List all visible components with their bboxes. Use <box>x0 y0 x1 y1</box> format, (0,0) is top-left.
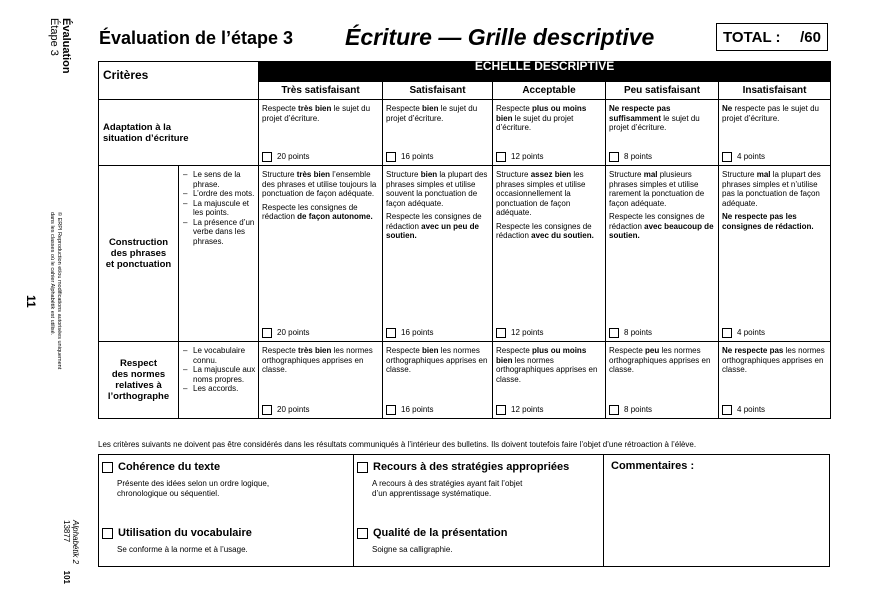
comments-field[interactable] <box>606 478 826 564</box>
strategies-criterion: Recours à des stratégies appropriées A recours à des stratégies ayant fait l’objet d’un apprentissage systématique. <box>357 461 569 499</box>
rubric-cell: Structure très bien l’ensemble des phrases et utilise toujours la ponctuation de façon adéquate. Respecte les consignes de rédaction de façon autonome. 20 points <box>259 166 383 342</box>
checkbox[interactable] <box>722 152 732 162</box>
col-peu-satisfaisant: Peu satisfaisant <box>606 82 719 100</box>
divider <box>353 454 354 567</box>
copyright-notice: © ERPI Reproduction et/ou modifications autorisées uniquement dans les classes où le cahier Alphabétik est utilisé. <box>49 212 62 370</box>
presentation-checkbox[interactable] <box>357 528 368 539</box>
coherence-checkbox[interactable] <box>102 462 113 473</box>
checkbox[interactable] <box>386 152 396 162</box>
rubric-cell: Ne respecte pas suffisamment le sujet du projet d’écriture. 8 points <box>606 100 719 166</box>
total-box <box>716 23 828 51</box>
col-satisfaisant: Satisfaisant <box>383 82 493 100</box>
rubric-cell: Respecte plus ou moins bien les normes orthographiques apprises en classe. 12 points <box>493 342 606 419</box>
side-title: Évaluation Étape 3 <box>48 18 72 74</box>
rubric-cell: Structure bien la plupart des phrases simples et utilise souvent la ponctuation de façon adéquate. Respecte les consignes de rédaction avec un peu de soutien. 16 points <box>383 166 493 342</box>
criteria-header: Critères <box>99 62 259 100</box>
rubric-cell: Respecte très bien le sujet du projet d’écriture. 20 points <box>259 100 383 166</box>
rubric-cell: Respecte peu les normes orthographiques apprises en classe. 8 points <box>606 342 719 419</box>
checkbox[interactable] <box>262 328 272 338</box>
table-row <box>99 100 831 166</box>
checkbox[interactable] <box>386 328 396 338</box>
coherence-criterion: Cohérence du texte Présente des idées selon un ordre logique, chronologique ou séquentiel. <box>102 461 269 499</box>
rubric-cell: Respecte bien les normes orthographiques apprises en classe. 16 points <box>383 342 493 419</box>
rubric-cell: Ne respecte pas le sujet du projet d’écriture. 4 points <box>719 100 831 166</box>
total-label: TOTAL : <box>723 29 781 46</box>
rubric-cell: Structure mal plusieurs phrases simples et utilise rarement la ponctuation de façon adéquate. Respecte les consignes de rédaction avec beaucoup de soutien. 8 points <box>606 166 719 342</box>
rubric-cell: Respecte très bien les normes orthographiques apprises en classe. 20 points <box>259 342 383 419</box>
criterion-orthographe: Respect des normes relatives à l’orthographe <box>99 342 179 419</box>
criteria-note: Les critères suivants ne doivent pas être considérés dans les résultats communiqués à l’intérieur des bulletins. Ils doivent toutefois faire l’objet d’une rétroaction à l’élève. <box>98 440 697 449</box>
vocabulary-checkbox[interactable] <box>102 528 113 539</box>
etape-title: Évaluation de l’étape 3 <box>99 28 294 48</box>
col-tres-satisfaisant: Très satisfaisant <box>259 82 383 100</box>
checkbox[interactable] <box>386 405 396 415</box>
page-number: 11 <box>24 295 38 308</box>
table-row <box>99 166 831 342</box>
checkbox[interactable] <box>722 328 732 338</box>
criterion-construction: Construction des phrases et ponctuation <box>99 166 179 342</box>
sub-criteria-list: – Le vocabulaire connu. – La majuscule aux noms propres. – Les accords. <box>179 342 259 419</box>
col-insatisfaisant: Insatisfaisant <box>719 82 831 100</box>
checkbox[interactable] <box>609 328 619 338</box>
checkbox[interactable] <box>262 152 272 162</box>
checkbox[interactable] <box>496 152 506 162</box>
checkbox[interactable] <box>496 328 506 338</box>
page-title: Écriture — Grille descriptive <box>345 24 655 50</box>
checkbox[interactable] <box>496 405 506 415</box>
table-row <box>99 342 831 419</box>
rubric-cell: Respecte plus ou moins bien le sujet du projet d’écriture. 12 points <box>493 100 606 166</box>
checkbox[interactable] <box>722 405 732 415</box>
rubric-table <box>98 61 831 419</box>
rubric-cell: Structure assez bien les phrases simples et utilise occasionnellement la ponctuation de façon adéquate. Respecte les consignes de rédaction avec du soutien. 12 points <box>493 166 606 342</box>
comments-label: Commentaires : <box>611 460 695 472</box>
criterion-adaptation: Adaptation à la situation d’écriture <box>99 100 259 166</box>
divider <box>603 454 604 567</box>
total-value: /60 <box>800 29 821 46</box>
vocabulary-criterion: Utilisation du vocabulaire Se conforme à la norme et à l’usage. <box>102 527 252 555</box>
rubric-cell: Ne respecte pas les normes orthographiques apprises en classe. 4 points <box>719 342 831 419</box>
checkbox[interactable] <box>609 405 619 415</box>
book-reference: Alphabétik 2 13877 101 <box>62 520 80 584</box>
checkbox[interactable] <box>609 152 619 162</box>
strategies-checkbox[interactable] <box>357 462 368 473</box>
scale-header: ÉCHELLE DESCRIPTIVE <box>259 62 831 82</box>
sub-criteria-list: – Le sens de la phrase. – L’ordre des mots. – La majuscule et les points. – La présence d’un verbe dans les phrases. <box>179 166 259 342</box>
rubric-cell: Structure mal la plupart des phrases simples et n’utilise pas la ponctuation de façon adéquate. Ne respecte pas les consignes de rédaction. 4 points <box>719 166 831 342</box>
rubric-cell: Respecte bien le sujet du projet d’écriture. 16 points <box>383 100 493 166</box>
presentation-criterion: Qualité de la présentation Soigne sa calligraphie. <box>357 527 507 555</box>
col-acceptable: Acceptable <box>493 82 606 100</box>
checkbox[interactable] <box>262 405 272 415</box>
